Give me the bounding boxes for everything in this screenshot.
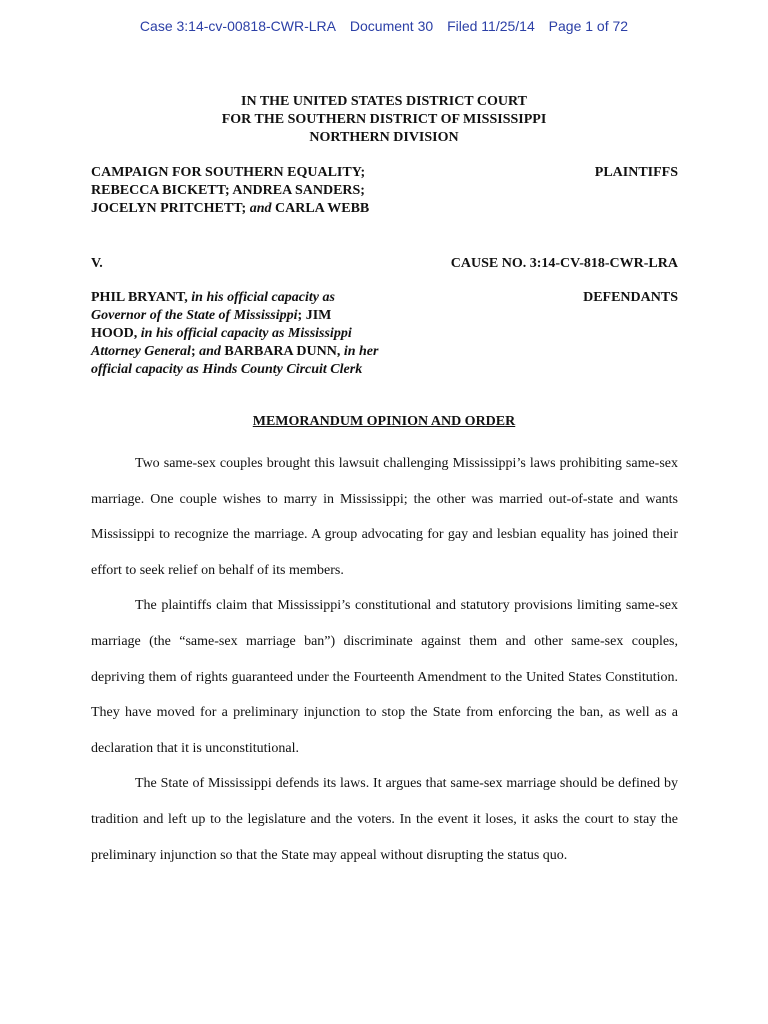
court-line-3: NORTHERN DIVISION — [309, 130, 459, 145]
page-indicator: Page 1 of 72 — [548, 18, 629, 34]
paragraph: The plaintiffs claim that Mississippi’s constitutional and statutory provisions limiting same-sex marriage (the “same-sex marriage ban”) discriminate against them and other same-sex couples, depriving them of rights guaranteed under the Fourteenth Amendment to the United States Constitution. They have moved for a preliminary injunction to stop the State from enforcing the ban, as well as a declaration that it is unconstitutional. — [91, 598, 678, 756]
court-caption — [0, 93, 768, 147]
plaintiff-names-b: CARLA WEBB — [271, 201, 370, 216]
cause-number: CAUSE NO. 3:14-CV-818-CWR-LRA — [450, 256, 678, 271]
ecf-header-stamp — [0, 18, 768, 34]
paragraph: Two same-sex couples brought this lawsuit challenging Mississippi’s laws prohibiting same-sex marriage. One couple wishes to marry in Mississippi; the other was married out-of-state and wants Mississippi to recognize the marriage. A group advocating for gay and lesbian equality has joined their effort to seek relief on behalf of its members. — [91, 456, 678, 578]
plaintiffs-block — [91, 164, 678, 218]
defendants-block — [91, 289, 678, 379]
defendant-sep-2: ; — [190, 344, 200, 359]
defendants-label: DEFENDANTS — [583, 290, 678, 305]
plaintiff-and: and — [249, 201, 272, 216]
plaintiffs-label: PLAINTIFFS — [594, 165, 678, 180]
defendant-1-capacity: in his official capacity as Governor of the State of Mississippi — [91, 290, 335, 323]
versus-row — [91, 255, 678, 273]
defendant-sep-1: ; — [297, 308, 306, 323]
defendant-and: and — [199, 344, 221, 359]
defendant-2-capacity: in his official capacity as Mississippi Attorney General — [91, 326, 352, 359]
defendant-3-name: BARBARA DUNN, — [220, 344, 344, 359]
defendant-2-name: JIM HOOD, — [91, 308, 332, 341]
filed-date: Filed 11/25/14 — [447, 18, 535, 34]
document-number: Document 30 — [349, 18, 434, 34]
court-line-1: IN THE UNITED STATES DISTRICT COURT — [241, 94, 527, 109]
opinion-body — [91, 446, 678, 873]
versus: V. — [91, 256, 103, 271]
plaintiff-names — [91, 164, 381, 218]
court-line-2: FOR THE SOUTHERN DISTRICT OF MISSISSIPPI — [221, 112, 547, 127]
plaintiff-names-a: CAMPAIGN FOR SOUTHERN EQUALITY; REBECCA BICKETT; ANDREA SANDERS; JOCELYN PRITCHETT; — [91, 165, 366, 216]
case-number: Case 3:14-cv-00818-CWR-LRA — [139, 18, 336, 34]
document-title: MEMORANDUM OPINION AND ORDER — [252, 414, 516, 429]
defendant-3-capacity: in her official capacity as Hinds County Circuit Clerk — [91, 344, 379, 377]
defendant-names — [91, 289, 381, 379]
paragraph: The State of Mississippi defends its laws. It argues that same-sex marriage should be defined by tradition and left up to the legislature and the voters. In the event it loses, it asks the court to stay the preliminary injunction so that the State may appeal without disrupting the status quo. — [91, 776, 678, 863]
defendant-1-name: PHIL BRYANT, — [91, 290, 192, 305]
